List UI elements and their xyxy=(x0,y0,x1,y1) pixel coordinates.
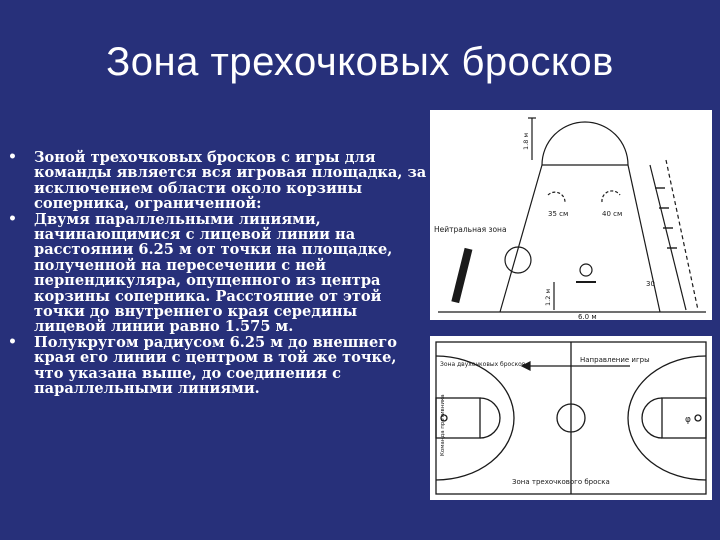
neutral-zone-label: Нейтральная зона xyxy=(434,225,507,234)
dim-1-8m: 1.8 м xyxy=(522,132,530,150)
court-drawing xyxy=(430,336,712,500)
bullet-item xyxy=(8,212,428,335)
bullet-text: Полукругом радиусом 6.25 м до внешнего края его линии с центром в той же точке, что указана выше, до соединения с параллельными линиями. xyxy=(34,333,397,398)
dim-1-2m: 1.2 м xyxy=(544,288,552,306)
key-area-drawing xyxy=(430,110,712,320)
two-point-label: Зона двухочковых бросков xyxy=(440,361,526,368)
bullet-item xyxy=(8,335,428,397)
key-area-diagram xyxy=(430,110,712,320)
bullet-text: Зоной трехочковых бросков с игры для команды является вся игровая площадка, за исключением области около корзины соперника, ограниченной: xyxy=(34,149,427,213)
dim-30: 30 xyxy=(646,280,655,288)
phi-symbol: φ xyxy=(685,415,691,425)
slide-title: Зона трехочковых бросков xyxy=(106,40,614,84)
bullet-glyph: • xyxy=(8,149,17,165)
court-diagram xyxy=(430,336,712,500)
bench-label: Команда противника xyxy=(440,394,446,456)
bullet-list xyxy=(8,150,428,397)
dim-6m: 6.0 м xyxy=(578,313,597,320)
three-point-zone-label: Зона трехочкового броска xyxy=(512,478,610,486)
attack-direction-label: Направление игры xyxy=(580,356,650,364)
bullet-glyph: • xyxy=(8,333,17,350)
bullet-item xyxy=(8,150,428,212)
dim-35cm: 35 см xyxy=(548,210,569,218)
bullet-text: Двумя параллельными линиями, начинающимися с лицевой линии на расстоянии 6.25 м от точки на площадке, полученной на пересечении с ней перпендикуляра, опущенного из центра корзины соперника. Расстояние от этой точки до внутреннего края середины лицевой линии равно 1.575 м. xyxy=(34,210,393,336)
bullet-glyph: • xyxy=(8,210,17,227)
dim-40cm: 40 см xyxy=(602,210,623,218)
